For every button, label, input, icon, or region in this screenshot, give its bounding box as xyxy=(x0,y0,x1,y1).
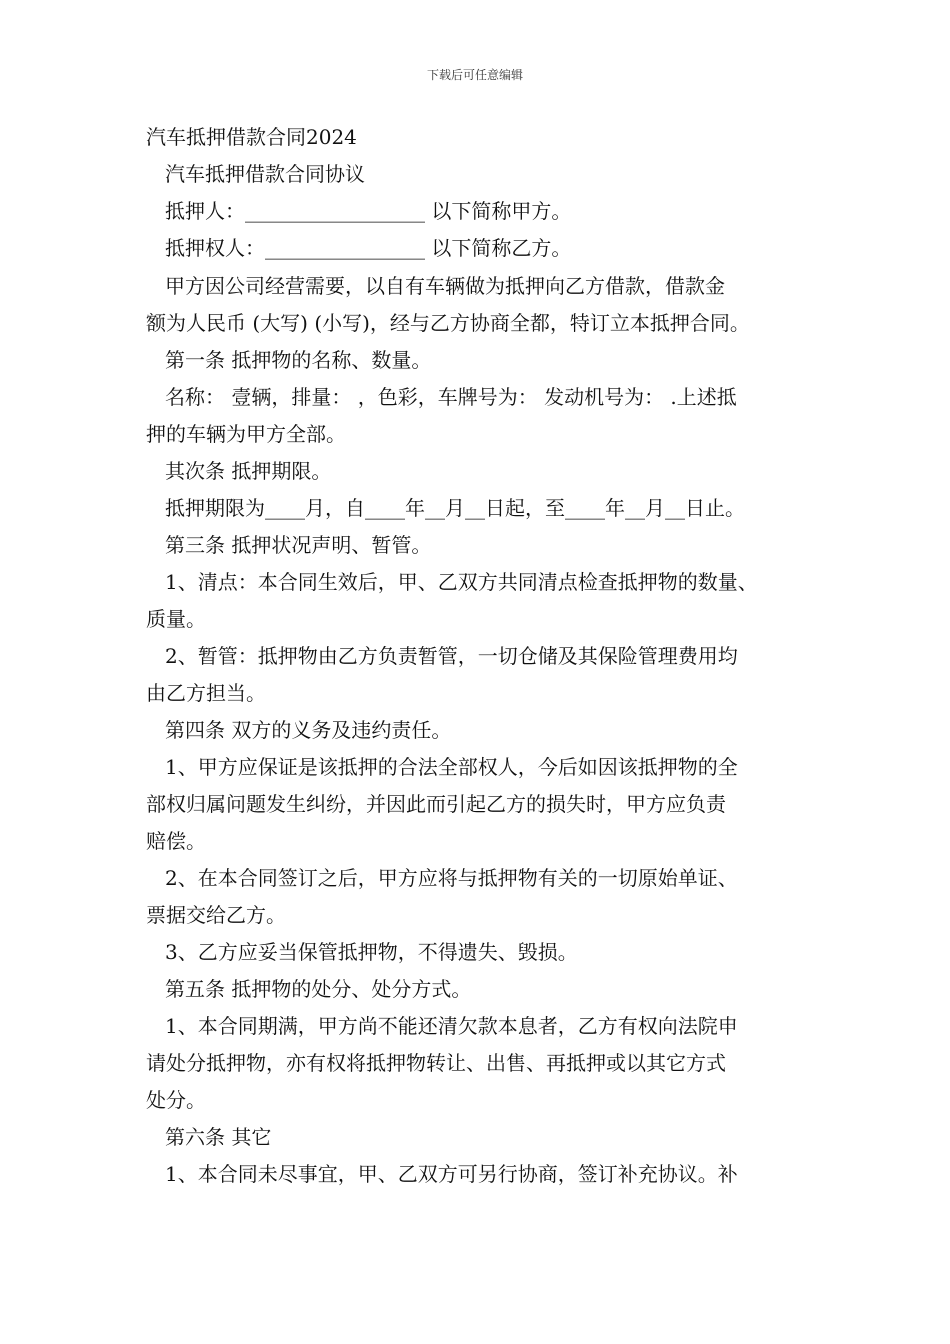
article-heading: 第一条 抵押物的名称、数量。 xyxy=(165,348,432,372)
paragraph-line: 部权归属问题发生纠纷，并因此而引起乙方的损失时，甲方应负责 xyxy=(146,792,726,816)
paragraph-line: 票据交给乙方。 xyxy=(146,903,286,927)
paragraph-line: 1、甲方应保证是该抵押的合法全部权人，今后如因该抵押物的全 xyxy=(165,755,738,779)
mortgagor-line: 抵押人：__________________ 以下简称甲方。 xyxy=(165,199,572,223)
paragraph-line: 额为人民币 (大写) (小写)，经与乙方协商全都，特订立本抵押合同。 xyxy=(146,311,750,335)
contract-subtitle: 汽车抵押借款合同协议 xyxy=(165,162,365,186)
paragraph-line: 抵押期限为____月，自____年__月__日起，至____年__月__日止。 xyxy=(165,496,745,520)
article-heading: 第六条 其它 xyxy=(165,1125,272,1149)
paragraph-line: 1、清点：本合同生效后，甲、乙双方共同清点检查抵押物的数量、 xyxy=(165,570,758,594)
article-heading: 第五条 抵押物的处分、处分方式。 xyxy=(165,977,472,1001)
paragraph-line: 质量。 xyxy=(146,607,206,631)
paragraph-line: 3、乙方应妥当保管抵押物，不得遗失、毁损。 xyxy=(165,940,578,964)
paragraph-line: 1、本合同期满，甲方尚不能还清欠款本息者，乙方有权向法院申 xyxy=(165,1014,738,1038)
paragraph-line: 2、暂管：抵押物由乙方负责暂管，一切仓储及其保险管理费用均 xyxy=(165,644,738,668)
paragraph-line: 名称： 壹辆，排量： ，色彩，车牌号为： 发动机号为： .上述抵 xyxy=(165,385,737,409)
article-heading: 第四条 双方的义务及违约责任。 xyxy=(165,718,452,742)
mortgagee-line: 抵押权人：________________ 以下简称乙方。 xyxy=(165,236,572,260)
article-heading: 其次条 抵押期限。 xyxy=(165,459,332,483)
paragraph-line: 由乙方担当。 xyxy=(146,681,266,705)
paragraph-line: 2、在本合同签订之后，甲方应将与抵押物有关的一切原始单证、 xyxy=(165,866,738,890)
paragraph-line: 处分。 xyxy=(146,1088,206,1112)
paragraph-line: 1、本合同未尽事宜，甲、乙双方可另行协商，签订补充协议。补 xyxy=(165,1162,738,1186)
article-heading: 第三条 抵押状况声明、暂管。 xyxy=(165,533,432,557)
paragraph-line: 甲方因公司经营需要，以自有车辆做为抵押向乙方借款，借款金 xyxy=(165,274,725,298)
document-title: 汽车抵押借款合同2024 xyxy=(146,125,357,149)
paragraph-line: 押的车辆为甲方全部。 xyxy=(146,422,346,446)
paragraph-line: 请处分抵押物，亦有权将抵押物转让、出售、再抵押或以其它方式 xyxy=(146,1051,726,1075)
paragraph-line: 赔偿。 xyxy=(146,829,206,853)
page-header-note: 下载后可任意编辑 xyxy=(426,68,523,82)
